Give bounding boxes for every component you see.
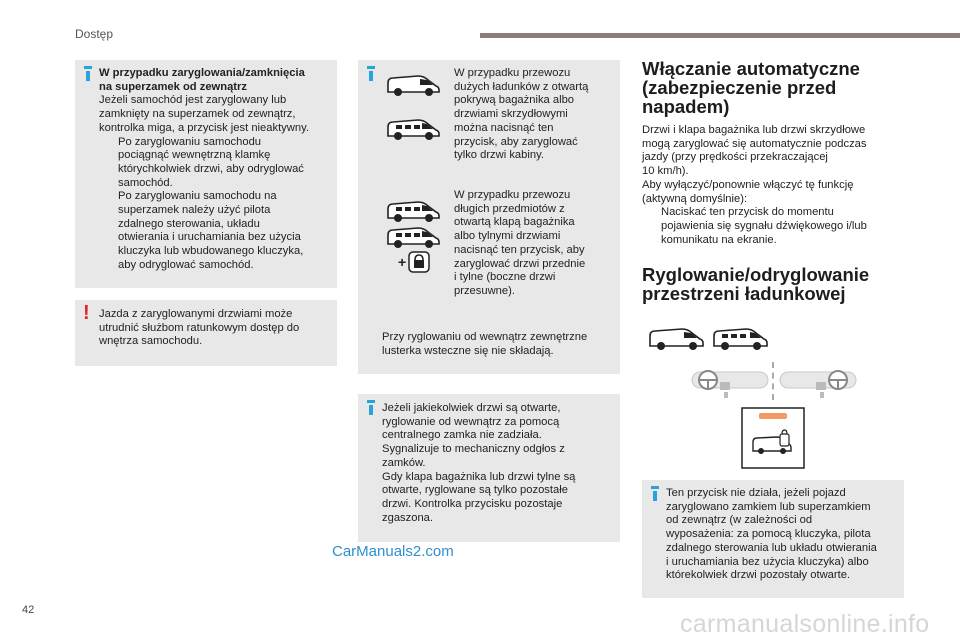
text-line: przycisk, aby zaryglować [454, 135, 578, 148]
text-line: kluczyka lub wbudowanego kluczyka, [118, 245, 304, 258]
text-line: samochód. [118, 176, 173, 189]
van-icon [710, 322, 770, 352]
text-line: W przypadku przewozu [454, 189, 571, 201]
text-line: 10 km/h). [642, 165, 689, 178]
text-line: zdalnego sterowania lub układu otwierania [666, 541, 877, 554]
text-line: zaryglowano zamkiem lub superzamkiem [666, 500, 871, 513]
text-line: i uruchamiania bez użycia kluczyka) albo [666, 555, 869, 568]
text-line: otwierania i uruchamiania bez użycia [118, 231, 301, 244]
bullet-item [99, 136, 309, 191]
text-line: komunikatu na ekranie. [661, 233, 777, 246]
bullet-item [99, 190, 309, 272]
van-icon [384, 196, 442, 224]
text-line: Po zaryglowaniu samochodu na [118, 190, 277, 203]
text-line: można nacisnąć ten [454, 121, 554, 134]
watermark-link[interactable]: CarManuals2.com [332, 543, 454, 560]
auto-lock-text [642, 124, 867, 247]
text-line: zamków. [382, 456, 426, 469]
info-icon [651, 486, 659, 501]
svg-text:+: + [398, 254, 407, 270]
divider [772, 362, 774, 400]
text-line: Aby wyłączyć/ponownie włączyć tę funkcję [642, 178, 854, 191]
van-icon [384, 70, 442, 98]
bullet-item [642, 206, 867, 247]
text-line: wyposażenia: za pomocą kluczyka, pilota [666, 528, 871, 541]
info-box-cargo-button [642, 480, 904, 598]
steering-wheel-icon [690, 364, 770, 404]
warning-box [75, 300, 337, 366]
text-line: drzwiami skrzydłowymi [454, 108, 568, 121]
text-line: którychkolwiek drzwi, aby odryglować [118, 162, 304, 175]
text-line: od zewnątrz (w zależności od [666, 514, 813, 527]
text-line: Gdy klapa bagażnika lub drzwi tylne są [382, 470, 576, 483]
heading-auto-lock: Włączanie automatyczne (zabezpieczenie przed napadem) [642, 58, 860, 117]
van-icon [646, 322, 706, 352]
text-line: tylko drzwi kabiny. [454, 149, 544, 162]
text-line: wnętrza samochodu. [99, 335, 203, 348]
text-line: centralnego zamka nie zadziała. [382, 429, 542, 442]
text-line: pojawienia się sygnału dźwiękowego i/lub [661, 219, 867, 232]
van-icon [384, 114, 442, 142]
text-line: Naciskać ten przycisk do momentu [661, 206, 834, 219]
info-icon [84, 66, 92, 81]
text-line: ryglowanie od wewnątrz za pomocą [382, 415, 560, 428]
text-line: Ten przycisk nie działa, jeżeli pojazd [666, 487, 846, 499]
text-line: kontrolka miga, a przycisk jest nieaktywny. [99, 121, 309, 134]
info-box-superlock [75, 60, 337, 288]
text-line: drzwi. Kontrolka przycisku pozostaje [382, 497, 563, 510]
text-line: Po zaryglowaniu samochodu [118, 135, 262, 148]
cargo-lock-button-illustration [741, 407, 805, 469]
text-line: Przy ryglowaniu od wewnątrz zewnętrzne [382, 331, 588, 343]
text-line: albo tylnymi drzwiami [454, 230, 561, 243]
text-line: pociągnąć wewnętrzną klamkę [118, 149, 271, 162]
text-line: i tylne (boczne drzwi [454, 271, 556, 284]
warning-icon: ! [83, 302, 90, 324]
text-line: Sygnalizuje to mechaniczny odgłos z [382, 443, 565, 456]
heading-cargo-lock: Ryglowanie/odryglowanie przestrzeni ładunkowej [642, 264, 870, 304]
info-box-title: W przypadku zaryglowania/zamknięcia [99, 67, 305, 79]
text-line: W przypadku przewozu [454, 67, 571, 79]
info-icon [367, 66, 375, 81]
lock-icon [398, 250, 432, 274]
text-line: Jeżeli jakiekolwiek drzwi są otwarte, [382, 402, 561, 414]
text-line: Drzwi i klapa bagażnika lub drzwi skrzydłowe [642, 124, 866, 136]
text-line: zgaszona. [382, 511, 433, 524]
info-icon [367, 400, 375, 415]
text-line: Jeżeli samochód jest zaryglowany lub [99, 94, 287, 107]
text-line: pokrywą bagażnika albo [454, 94, 575, 107]
text-line: lusterka wsteczne się nie składają. [382, 344, 554, 357]
info-box-text [99, 67, 309, 273]
info-box-cargo [358, 60, 620, 374]
text-line: dużych ładunków z otwartą [454, 80, 589, 93]
steering-wheel-icon [778, 364, 858, 404]
text-line: jazdy (przy prędkości przekraczającej [642, 151, 828, 164]
text-line: zaryglować drzwi przednie [454, 257, 586, 270]
text-line: nacisnąć ten przycisk, aby [454, 243, 585, 256]
text-line: którekolwiek drzwi pozostały otwarte. [666, 569, 851, 582]
text-line: superzamek należy użyć pilota [118, 204, 271, 217]
text-line: długich przedmiotów z [454, 202, 565, 215]
text-line: zdalnego sterowania, układu [118, 217, 260, 230]
page-number: 42 [22, 604, 35, 616]
info-box-title: na superzamek od zewnątrz [99, 80, 247, 93]
text-line: utrudnić służbom ratunkowym dostęp do [99, 321, 300, 334]
text-line: mogą zaryglować się automatycznie podczas [642, 137, 867, 150]
text-line: otwarte, ryglowane są tylko pozostałe [382, 484, 568, 497]
header-bar [480, 33, 960, 38]
text-line: otwartą klapą bagażnika [454, 216, 575, 229]
button-led-icon [759, 413, 787, 419]
text-line: Jazda z zaryglowanymi drzwiami może [99, 308, 293, 320]
info-box-open-doors [358, 394, 620, 542]
text-line: przesuwne). [454, 284, 515, 297]
text-line: zamknięty na superzamek od zewnątrz, [99, 108, 296, 121]
text-line: aby odryglować samochód. [118, 258, 254, 271]
watermark: carmanualsonline.info [680, 610, 930, 638]
text-line: (aktywną domyślnie): [642, 192, 748, 205]
van-icon [384, 222, 442, 250]
section-label: Dostęp [75, 27, 114, 41]
